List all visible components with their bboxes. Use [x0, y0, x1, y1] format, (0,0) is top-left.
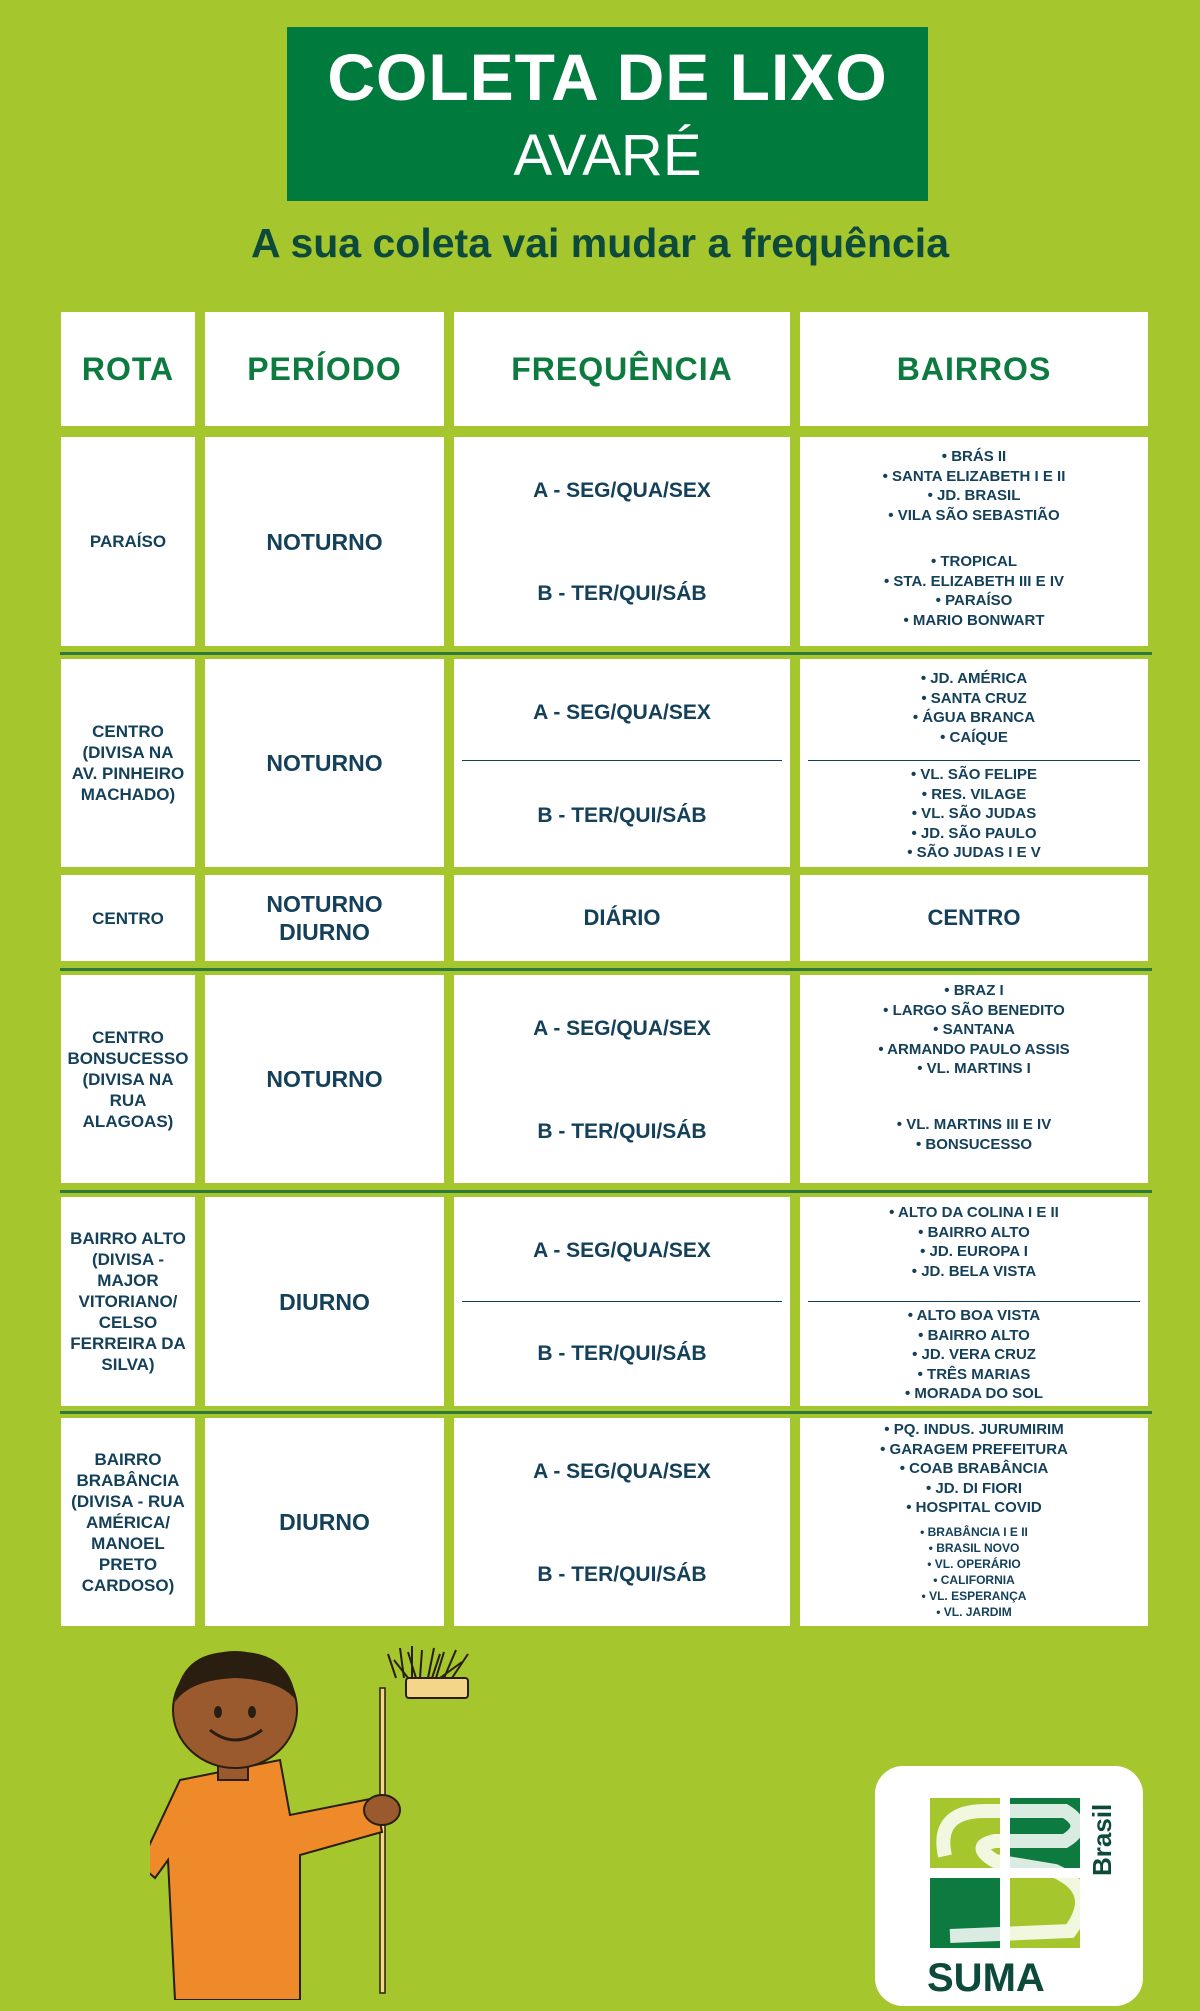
bairro-item: • CALIFORNIA — [933, 1573, 1015, 1587]
rota-line: (DIVISA - RUA — [71, 1491, 185, 1511]
cell-divider — [808, 1301, 1140, 1302]
periodo-cell — [205, 659, 444, 867]
periodo-line: NOTURNO — [266, 750, 383, 776]
freq-a: A - SEG/QUA/SEX — [533, 1017, 711, 1040]
row-separator — [60, 652, 1152, 655]
worker-hand — [364, 1795, 400, 1825]
bairros-list-a — [800, 669, 1148, 747]
periodo-cell — [205, 975, 444, 1183]
rota-line: CENTRO — [92, 1027, 164, 1047]
row-separator — [60, 1411, 1152, 1414]
bairro-item: • JD. SÃO PAULO — [911, 824, 1037, 842]
bairro-item: • PARAÍSO — [935, 592, 1013, 609]
bairro-item: • ALTO DA COLINA I E II — [889, 1204, 1059, 1221]
freq-b: B - TER/QUI/SÁB — [537, 582, 707, 605]
bairro-item: • VL. MARTINS III E IV — [896, 1116, 1052, 1133]
bairro-item: • JD. BRASIL — [927, 487, 1021, 504]
rota-line: BONSUCESSO — [67, 1048, 189, 1068]
periodo-cell — [205, 437, 444, 646]
row-separator — [60, 968, 1152, 971]
bairro-item: • BRASIL NOVO — [928, 1541, 1020, 1555]
rota-line: (DIVISA - — [91, 1250, 165, 1269]
header-bairros: BAIRROS — [800, 312, 1148, 426]
bairro-item: • SÃO JUDAS I E V — [907, 844, 1041, 861]
periodo-line: NOTURNO — [266, 528, 383, 555]
rota-line: PRETO — [98, 1554, 158, 1574]
bairro-item: • BONSUCESSO — [915, 1135, 1033, 1153]
city-name: AVARÉ — [513, 123, 702, 188]
rota-line: MACHADO) — [80, 785, 176, 804]
bairro-item: • SANTA CRUZ — [921, 689, 1027, 707]
bairro-item: • HOSPITAL COVID — [906, 1499, 1042, 1516]
freq-a: A - SEG/QUA/SEX — [533, 701, 711, 724]
page-title: COLETA DE LIXO — [327, 40, 888, 114]
rota-line: BRABÂNCIA — [76, 1470, 180, 1490]
bairro-item: • VL. SÃO FELIPE — [910, 766, 1038, 783]
broom-bristles — [388, 1646, 468, 1678]
bairro-item: • ARMANDO PAULO ASSIS — [878, 1040, 1070, 1058]
bairros-list-a — [800, 1203, 1148, 1281]
rota-line: PARAÍSO — [89, 532, 167, 551]
rota-cell — [61, 875, 195, 961]
bairros-cell — [800, 1197, 1148, 1406]
bairro-item: • COAB BRABÂNCIA — [899, 1460, 1049, 1477]
rota-line: VITORIANO/ — [78, 1292, 178, 1311]
bairro-item: • BRAZ I — [944, 982, 1004, 999]
bairro-item: • TROPICAL — [930, 553, 1018, 570]
bairro-item: • LARGO SÃO BENEDITO — [883, 1001, 1065, 1019]
bairro-item: • RES. VILAGE — [921, 785, 1027, 803]
bairros-cell — [800, 659, 1148, 867]
periodo-line: DIURNO — [279, 1288, 370, 1315]
periodo-cell — [205, 875, 444, 961]
suma-logo — [875, 1766, 1143, 2006]
bairro-item: • PQ. INDUS. JURUMIRIM — [884, 1421, 1064, 1438]
title-banner — [287, 27, 928, 201]
rota-line: CENTRO — [92, 722, 164, 741]
frequencia-cell — [454, 1197, 790, 1406]
worker-eye-right — [248, 1706, 256, 1718]
rota-line: CENTRO — [92, 908, 164, 928]
freq-daily: DIÁRIO — [583, 905, 661, 930]
rota-line: MAJOR — [97, 1271, 159, 1290]
freq-a: A - SEG/QUA/SEX — [533, 1460, 711, 1483]
bairro-item: • TRÊS MARIAS — [917, 1365, 1031, 1383]
rota-line: FERREIRA DA — [70, 1334, 186, 1353]
bairros-list-b — [800, 1524, 1148, 1620]
bairro-item: • VL. ESPERANÇA — [921, 1589, 1027, 1603]
bairro-item: • BRÁS II — [941, 448, 1007, 465]
logo-country: Brasil — [1087, 1803, 1117, 1876]
rota-line: BAIRRO — [94, 1449, 162, 1469]
bairros-cell — [800, 437, 1148, 646]
bairros-list-a — [800, 981, 1148, 1079]
freq-b: B - TER/QUI/SÁB — [537, 1563, 707, 1586]
rota-line: ALAGOAS) — [82, 1111, 174, 1131]
bairros-cell — [800, 875, 1148, 961]
broom-handle — [380, 1688, 385, 1993]
rota-line: RUA — [109, 1090, 147, 1110]
bairro-item: • STA. ELIZABETH III E IV — [884, 572, 1064, 590]
bairro-item: • VL. MARTINS I — [917, 1060, 1031, 1077]
rota-cell — [61, 975, 195, 1183]
rota-cell — [61, 1418, 195, 1626]
periodo-line: NOTURNO — [266, 1066, 383, 1092]
header-frequencia: FREQUÊNCIA — [454, 312, 790, 426]
frequencia-cell — [454, 875, 790, 961]
bairro-item: • JD. DI FIORI — [925, 1479, 1023, 1497]
periodo-cell — [205, 1418, 444, 1626]
bairro-item: • CAÍQUE — [940, 728, 1008, 746]
bairros-cell — [800, 975, 1148, 1183]
rota-line: (DIVISA NA — [82, 743, 174, 762]
bairro-item: • BRABÂNCIA I E II — [920, 1525, 1028, 1539]
bairro-item: • GARAGEM PREFEITURA — [880, 1440, 1068, 1458]
periodo-line: DIURNO — [279, 919, 370, 945]
bairros-list-b — [800, 1306, 1148, 1404]
frequencia-cell — [454, 1418, 790, 1626]
freq-b: B - TER/QUI/SÁB — [537, 1342, 707, 1365]
bairros-list-b — [800, 552, 1148, 630]
worker-shirt — [150, 1760, 382, 2000]
frequencia-cell — [454, 659, 790, 867]
header-rota: ROTA — [61, 312, 195, 426]
rota-line: CELSO — [98, 1313, 158, 1332]
bairro-item: • JD. VERA CRUZ — [912, 1346, 1036, 1363]
bairros-cell — [800, 1418, 1148, 1626]
rota-cell — [61, 437, 195, 646]
broom-head — [406, 1678, 468, 1698]
row-separator — [60, 1190, 1152, 1193]
bairro-item: • SANTA ELIZABETH I E II — [882, 467, 1066, 485]
bairros-list-a — [800, 1420, 1148, 1518]
rota-line: AV. PINHEIRO — [71, 764, 185, 783]
freq-b: B - TER/QUI/SÁB — [537, 1120, 707, 1143]
bairro-item: • MORADA DO SOL — [904, 1385, 1044, 1402]
bairros-list-a — [800, 447, 1148, 525]
bairro-item: • VL. JARDIM — [936, 1605, 1012, 1619]
frequencia-cell — [454, 975, 790, 1183]
bairro-item: • VL. OPERÁRIO — [927, 1557, 1021, 1571]
cell-divider — [808, 760, 1140, 761]
rota-line: AMÉRICA/ — [85, 1512, 171, 1532]
worker-with-broom-illustration — [150, 1640, 600, 2000]
bairro-item: • BAIRRO ALTO — [918, 1223, 1030, 1241]
bairro-item: • JD. AMÉRICA — [920, 670, 1028, 687]
freq-b: B - TER/QUI/SÁB — [537, 804, 707, 827]
cell-divider — [462, 1301, 782, 1302]
header-periodo: PERÍODO — [205, 312, 444, 426]
bairro-item: CENTRO — [927, 905, 1021, 930]
periodo-cell — [205, 1197, 444, 1406]
bairro-item: • ÁGUA BRANCA — [912, 709, 1036, 726]
bairro-item: • VL. SÃO JUDAS — [911, 805, 1037, 822]
bairro-item: • ALTO BOA VISTA — [907, 1307, 1041, 1324]
periodo-line: NOTURNO — [266, 891, 383, 917]
freq-a: A - SEG/QUA/SEX — [533, 1239, 711, 1262]
bairro-item: • JD. BELA VISTA — [911, 1262, 1037, 1280]
frequencia-cell — [454, 437, 790, 646]
rota-line: (DIVISA NA — [82, 1069, 174, 1089]
bairro-item: • JD. EUROPA I — [920, 1243, 1028, 1260]
bairro-item: • VILA SÃO SEBASTIÃO — [888, 506, 1060, 524]
rota-line: SILVA) — [101, 1355, 155, 1374]
bairro-item: • SANTANA — [933, 1021, 1015, 1038]
worker-eye-left — [214, 1706, 222, 1718]
bairros-list-b — [800, 765, 1148, 863]
rota-line: BAIRRO ALTO — [70, 1229, 186, 1248]
rota-line: CARDOSO) — [81, 1575, 175, 1595]
freq-a: A - SEG/QUA/SEX — [533, 479, 711, 502]
bairro-item: • MARIO BONWART — [903, 611, 1045, 629]
rota-cell — [61, 1197, 195, 1406]
bairros-list-b — [800, 1115, 1148, 1154]
periodo-line: DIURNO — [279, 1509, 370, 1535]
cell-divider — [462, 760, 782, 761]
bairro-item: • BAIRRO ALTO — [918, 1326, 1030, 1344]
page-subtitle: A sua coleta vai mudar a frequência — [250, 220, 950, 266]
logo-text: SUMA — [927, 1956, 1045, 2000]
rota-cell — [61, 659, 195, 867]
rota-line: MANOEL — [91, 1533, 165, 1553]
